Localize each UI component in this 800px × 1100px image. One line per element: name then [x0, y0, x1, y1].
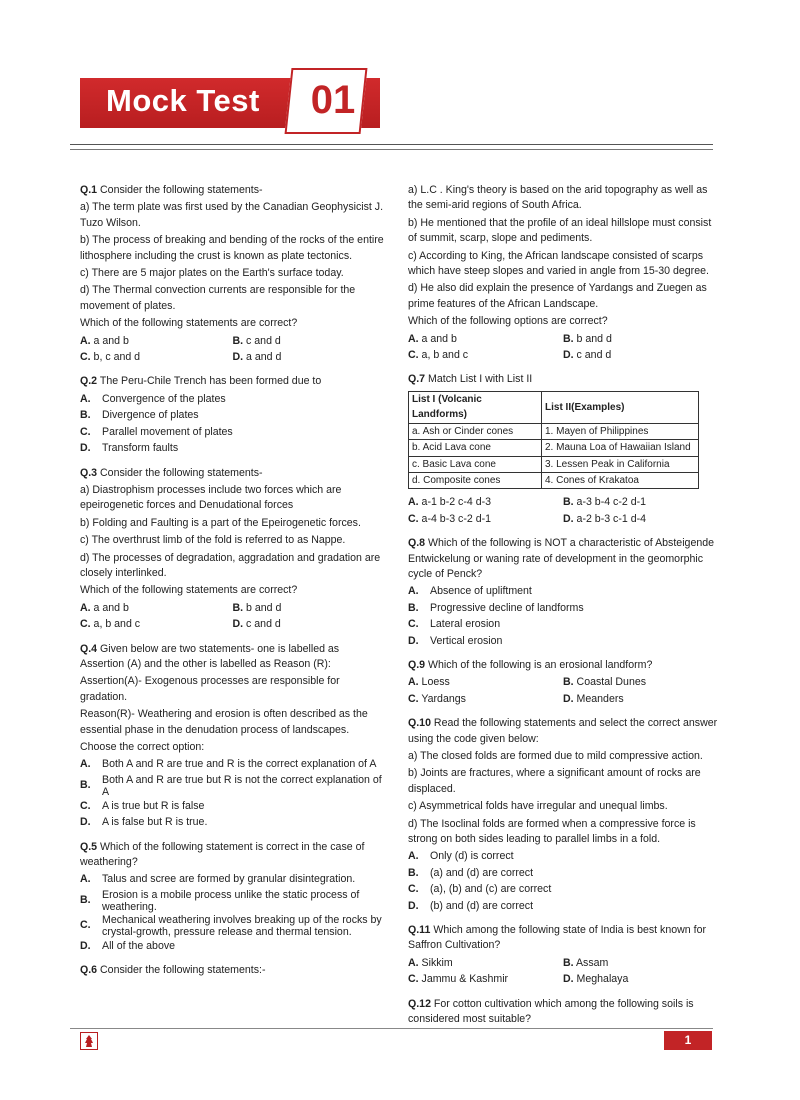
option-c[interactable]: C. A is true but R is false: [80, 799, 205, 812]
option-c[interactable]: C. a, b and c: [80, 618, 141, 631]
question-number: Q.5: [80, 840, 98, 853]
option-a[interactable]: A. a and b: [80, 601, 129, 614]
option-a[interactable]: A. Loess: [408, 676, 450, 689]
option-d[interactable]: D. Meanders: [563, 692, 624, 705]
match-table: [408, 391, 699, 489]
option-b[interactable]: B. Both A and R are true but R is not the correct explanation of A: [80, 773, 382, 798]
statement-a: a) Diastrophism processes include two forces which are epeirogenetic forces and Denudational forces: [80, 483, 342, 512]
table-cell: 2. Mauna Loa of Hawaiian Island: [542, 440, 699, 456]
question-text: Consider the following statements:-: [100, 964, 266, 977]
statement-c: c) The overthrust limb of the fold is referred to as Nappe.: [80, 534, 346, 547]
options-row: [408, 512, 718, 527]
question-number: Q.9: [408, 658, 426, 671]
left-column: [80, 183, 385, 988]
list-1-header: List I (Volcanic Landforms): [409, 391, 542, 423]
option-a[interactable]: A. Sikkim: [408, 956, 453, 969]
option-b[interactable]: B. Erosion is a mobile process unlike the static process of weathering.: [80, 888, 360, 913]
question-11: [408, 923, 718, 988]
option-a[interactable]: A. a and b: [80, 334, 129, 347]
statement-b: b) Folding and Faulting is a part of the Epeirogenetic forces.: [80, 516, 361, 529]
header-banner: [80, 68, 390, 134]
test-number: 01: [310, 78, 356, 122]
option-d[interactable]: D. Meghalaya: [563, 973, 629, 986]
options-row: [408, 495, 718, 510]
option-c[interactable]: C. b, c and d: [80, 351, 141, 364]
option-a[interactable]: A. a-1 b-2 c-4 d-3: [408, 496, 492, 509]
options-list: [80, 757, 385, 830]
options-row: [80, 334, 385, 349]
table-cell: a. Ash or Cinder cones: [409, 423, 542, 439]
question-text: Which of the following statement is correct in the case of weathering?: [80, 840, 365, 869]
option-d[interactable]: D. c and d: [563, 349, 612, 362]
statement-a: a) The closed folds are formed due to mild compressive action.: [408, 750, 703, 762]
assertion: Assertion(A)- Exogenous processes are responsible for gradation.: [80, 675, 340, 703]
page-title: Mock Test: [106, 83, 260, 118]
table-cell: b. Acid Lava cone: [409, 440, 542, 456]
question-text: Which of the following is an erosional landform?: [428, 658, 653, 671]
option-c[interactable]: C. Jammu & Kashmir: [408, 973, 509, 986]
question-number: Q.4: [80, 642, 98, 655]
question-text: Which of the following is NOT a characteristic of Absteigende Entwickelung or waning rate of development in the geomorphic cycle of Penck?: [408, 537, 715, 580]
statement-a: a) The term plate was first used by the Canadian Geophysicist J. Tuzo Wilson.: [80, 201, 384, 229]
options-row: [80, 601, 385, 616]
table-cell: c. Basic Lava cone: [409, 456, 542, 472]
header-rule-secondary: [70, 149, 713, 150]
statement-b: b) The process of breaking and bending of the rocks of the entire lithosphere including the crust is known as plate tectonics.: [80, 234, 384, 262]
question-1: [80, 183, 385, 365]
question-text: Consider the following statements-: [100, 184, 263, 196]
statement-d: d) He also did explain the presence of Yardangs and Zuegen as prime features of the African Landscape.: [408, 282, 707, 310]
option-b[interactable]: B. c and d: [232, 334, 281, 347]
question-6-continued: [408, 183, 718, 363]
reason: Reason(R)- Weathering and erosion is often described as the essential phase in the denudation process of landscapes.: [80, 708, 368, 736]
question-7: [408, 372, 718, 527]
question-number: Q.11: [408, 924, 431, 937]
statement-d: d) The Isoclinal folds are formed when a compressive force is strong on both sides leading to parallel limbs in a fold.: [408, 817, 696, 846]
options-list: [408, 584, 718, 649]
option-b[interactable]: B. b and d: [563, 332, 612, 345]
question-text: Read the following statements and select the correct answer using the code given below:: [408, 717, 718, 745]
right-column: [408, 183, 718, 1037]
footer-rule: [70, 1028, 713, 1029]
question-number: Q.7: [408, 373, 426, 386]
option-b[interactable]: B. b and d: [232, 601, 282, 614]
option-a[interactable]: A. Convergence of the plates: [80, 392, 226, 405]
options-list: [408, 849, 718, 914]
option-b[interactable]: B. Progressive decline of landforms: [408, 601, 584, 614]
options-row: [408, 675, 718, 690]
options-row: [408, 692, 718, 707]
option-b[interactable]: B. Coastal Dunes: [563, 676, 647, 689]
options-row: [408, 348, 718, 363]
statement-c: c) According to King, the African landscape consisted of scarps which have steep slopes and varied in angle from 15-30 degree.: [408, 249, 709, 278]
statement-d: d) The Thermal convection currents are responsible for the movement of plates.: [80, 284, 356, 312]
question-text: Consider the following statements-: [100, 466, 263, 479]
option-c[interactable]: C. Parallel movement of plates: [80, 425, 233, 438]
option-d[interactable]: D. c and d: [232, 618, 281, 631]
question-4: [80, 642, 385, 831]
options-row: [408, 332, 718, 347]
option-d[interactable]: D. Vertical erosion: [408, 634, 503, 647]
table-cell: 1. Mayen of Philippines: [542, 423, 699, 439]
option-d[interactable]: D. A is false but R is true.: [80, 816, 208, 829]
option-a[interactable]: A. a and b: [408, 332, 457, 345]
statement-d: d) The processes of degradation, aggradation and gradation are closely interlinked.: [80, 551, 381, 579]
option-a[interactable]: A. Talus and scree are formed by granular disintegration.: [80, 873, 356, 886]
table-row: [409, 472, 699, 488]
option-c[interactable]: C. Yardangs: [408, 692, 466, 705]
question-number: Q.6: [80, 964, 98, 977]
table-cell: 4. Cones of Krakatoa: [542, 472, 699, 488]
question-10: [408, 716, 718, 914]
question-prompt: Which of the following statements are correct?: [80, 584, 298, 597]
option-d[interactable]: D. a and d: [232, 351, 282, 364]
question-text: The Peru-Chile Trench has been formed due to: [99, 375, 322, 388]
statement-b: b) He mentioned that the profile of an ideal hillslope must consist of summit, scarp, slope and pediments.: [408, 216, 712, 245]
question-number: Q.10: [408, 717, 431, 730]
question-prompt: Choose the correct option:: [80, 741, 205, 753]
table-cell: d. Composite cones: [409, 472, 542, 488]
publisher-logo-icon: [80, 1032, 98, 1050]
options-row: [408, 972, 718, 987]
options-list: [80, 392, 385, 457]
options-row: [80, 350, 385, 365]
question-number: Q.3: [80, 466, 98, 479]
option-c[interactable]: C. Mechanical weathering involves breaking up of the rocks by crystal-growth, pressure release and thermal tension.: [80, 913, 382, 938]
question-8: [408, 536, 718, 649]
option-c[interactable]: C. Lateral erosion: [408, 618, 501, 631]
question-text: For cotton cultivation which among the following soils is considered most suitable?: [408, 997, 694, 1026]
option-d[interactable]: D. (b) and (d) are correct: [408, 899, 534, 912]
statement-b: b) Joints are fractures, where a significant amount of rocks are displaced.: [408, 767, 701, 795]
question-prompt: Which of the following statements are correct?: [80, 317, 298, 330]
question-6-start: [80, 963, 385, 978]
table-header-row: [409, 391, 699, 423]
question-5: [80, 840, 385, 955]
question-text: Which among the following state of India is best known for Saffron Cultivation?: [408, 924, 706, 952]
option-a[interactable]: A. Absence of upliftment: [408, 585, 532, 598]
option-a[interactable]: A. Only (d) is correct: [408, 850, 514, 863]
option-d[interactable]: D. Transform faults: [80, 442, 179, 455]
option-c[interactable]: C. a-4 b-3 c-2 d-1: [408, 512, 492, 525]
statement-c: c) There are 5 major plates on the Earth's surface today.: [80, 267, 344, 280]
list-2-header: List II(Examples): [542, 391, 699, 423]
options-list: [80, 872, 385, 954]
question-9: [408, 658, 718, 707]
question-number: Q.12: [408, 997, 431, 1010]
question-12: [408, 997, 718, 1028]
question-prompt: Which of the following options are correct?: [408, 315, 608, 328]
option-b[interactable]: B. Divergence of plates: [80, 409, 199, 422]
question-text: Match List I with List II: [428, 373, 533, 386]
question-number: Q.2: [80, 375, 98, 388]
question-3: [80, 466, 385, 633]
option-a[interactable]: A. Both A and R are true and R is the correct explanation of A: [80, 758, 377, 771]
statement-a: a) L.C . King's theory is based on the arid topography as well as the semi-arid regions of South Africa.: [408, 184, 708, 212]
question-number: Q.1: [80, 184, 98, 196]
option-c[interactable]: C. (a), (b) and (c) are correct: [408, 883, 552, 896]
table-row: [409, 423, 699, 439]
table-row: [409, 456, 699, 472]
option-d[interactable]: D. a-2 b-3 c-1 d-4: [563, 512, 647, 525]
options-row: [80, 617, 385, 632]
option-d[interactable]: D. All of the above: [80, 939, 176, 952]
table-cell: 3. Lessen Peak in California: [542, 456, 699, 472]
question-number: Q.8: [408, 537, 426, 550]
option-c[interactable]: C. a, b and c: [408, 349, 469, 362]
header-rule: [70, 144, 713, 145]
option-b[interactable]: B. a-3 b-4 c-2 d-1: [563, 496, 647, 509]
option-b[interactable]: B. (a) and (d) are correct: [408, 866, 534, 879]
question-text: Given below are two statements- one is labelled as Assertion (A) and the other is labelled as Reason (R):: [80, 642, 340, 670]
table-row: [409, 440, 699, 456]
page-number: 1: [664, 1031, 712, 1050]
options-row: [408, 956, 718, 971]
question-2: [80, 374, 385, 456]
option-b[interactable]: B. Assam: [563, 956, 609, 969]
statement-c: c) Asymmetrical folds have irregular and unequal limbs.: [408, 800, 668, 813]
